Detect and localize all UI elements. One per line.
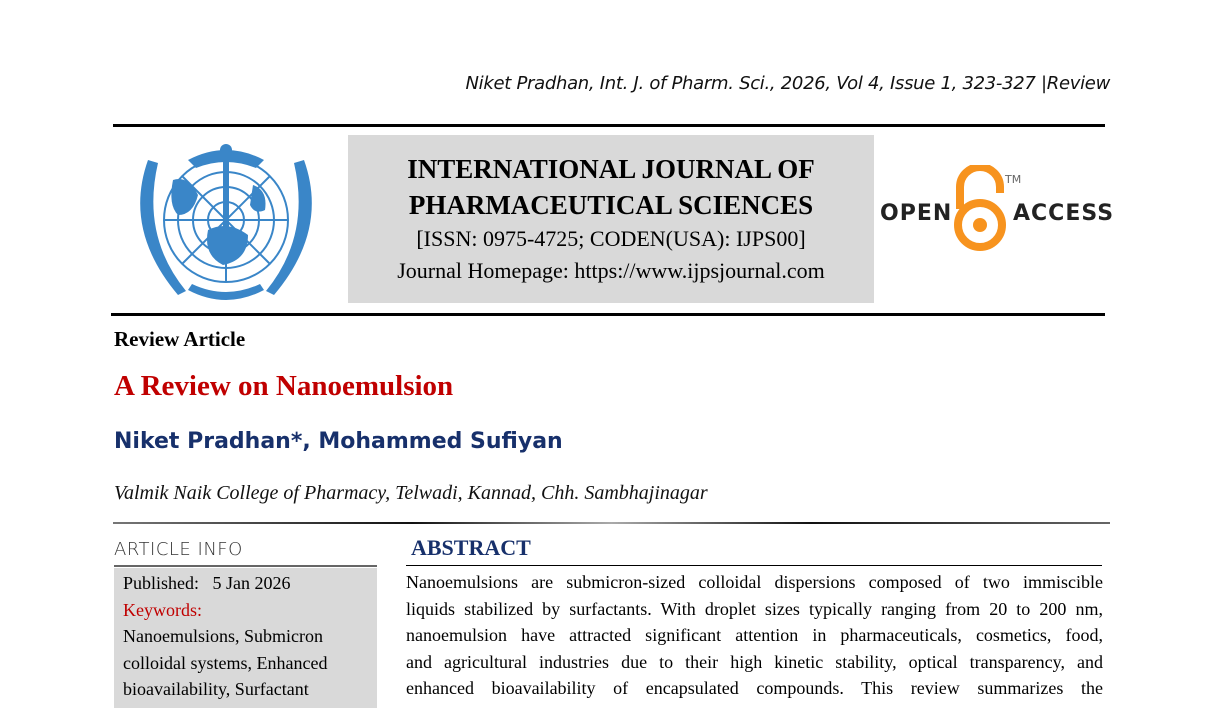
published-row [123,570,368,597]
article-authors: Niket Pradhan*, Mohammed Sufiyan [114,429,563,454]
keywords-label: Keywords: [123,599,202,620]
published-date: 5 Jan 2026 [212,573,291,593]
journal-title-line1: INTERNATIONAL JOURNAL OF [407,154,815,184]
journal-logo-icon [128,140,324,305]
article-title: A Review on Nanoemulsion [114,370,454,402]
abstract-line: liquids stabilized by surfactants. With droplet sizes typically ranging from 20 to 200 nm, [406,598,1103,619]
journal-title-box [348,135,874,303]
keywords-line: bioavailability, Surfactant [123,679,309,699]
article-info-rule [114,565,377,567]
citation-header: Niket Pradhan, Int. J. of Pharm. Sci., 2026, Vol 4, Issue 1, 323-327 |Review [465,73,1110,94]
author-affiliation: Valmik Naik College of Pharmacy, Telwadi, Kannad, Chh. Sambhajinagar [114,482,708,504]
published-label: Published: [123,573,200,593]
open-access-right-text: ACCESS [1013,201,1115,226]
open-access-lock-icon [952,165,1008,255]
abstract-heading: ABSTRACT [411,535,531,560]
article-info-heading: ARTICLE INFO [114,539,243,560]
section-divider [113,522,1110,524]
abstract-rule [406,565,1102,566]
article-info-panel [114,568,377,708]
journal-issn: [ISSN: 0975-4725; CODEN(USA): IJPS00] [416,226,806,251]
abstract-line: Nanoemulsions are submicron-sized colloidal dispersions composed of two immiscible [406,572,1103,592]
journal-homepage-link[interactable]: Journal Homepage: https://www.ijpsjournal.com [397,258,825,283]
top-divider [113,124,1105,127]
header-bottom-divider [111,313,1105,316]
journal-title-line2: PHARMACEUTICAL SCIENCES [408,190,814,220]
abstract-body [406,569,1103,702]
trademark-text: TM [1005,173,1022,186]
article-type: Review Article [114,327,246,351]
open-access-left-text: OPEN [880,201,953,226]
open-access-badge [880,165,1115,255]
keywords-line: Nanoemulsions, Submicron [123,626,323,646]
abstract-line: nanoemulsion have attracted significant attention in pharmaceuticals, cosmetics, food, [406,625,1103,645]
abstract-line: and agricultural industries due to their high kinetic stability, optical transparency, and [406,651,1103,672]
keywords-line: colloidal systems, Enhanced [123,652,328,673]
abstract-line: enhanced bioavailability of encapsulated compounds. This review summarizes the [406,678,1103,698]
